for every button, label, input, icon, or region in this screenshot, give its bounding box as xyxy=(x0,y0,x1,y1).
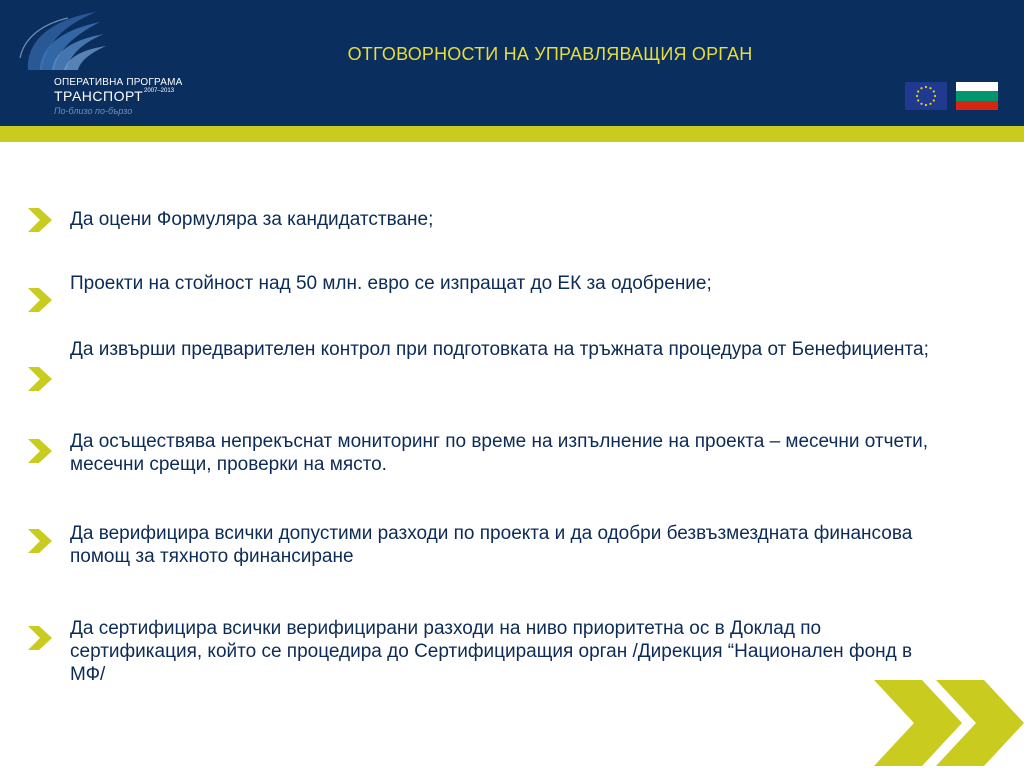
chevron-right-icon xyxy=(26,366,54,392)
bullet-text: Да осъществява непрекъснат мониторинг по време на изпълнение на проекта – месечни отчети, месечни срещи, проверки на място. xyxy=(70,431,929,475)
page-title: ОТГОВОРНОСТИ НА УПРАВЛЯВАЩИЯ ОРГАН xyxy=(347,44,753,64)
chevron-right-icon xyxy=(26,207,54,233)
bullet-text: Да оцени Формуляра за кандидатстване; xyxy=(70,209,434,230)
bullet-text: Да извърши предварителен контрол при подготовката на тръжната процедура от Бенефициента; xyxy=(70,339,929,360)
logo-transport-text: ТРАНСПОРТ xyxy=(54,88,144,104)
logo-slogan-text: По-близо по-бързо xyxy=(54,106,133,116)
chevron-right-icon xyxy=(26,528,54,554)
bullet-text: Да сертифицира всички верифицирани разходи на ниво приоритетна ос в Доклад по сертификация, който се процедира до Сертифициращия орган /Дирекция “Национален фонд в МФ/ xyxy=(70,618,913,685)
bullet-text: Проекти на стойност над 50 млн. евро се изпращат до ЕК за одобрение; xyxy=(70,273,712,294)
bullet-text: Да верифицира всички допустими разходи по проекта и да одобри безвъзмездната финансова помощ за тяхното финансиране xyxy=(70,523,913,567)
logo-program-text: ОПЕРАТИВНА ПРОГРАМА xyxy=(54,77,183,88)
chevron-right-icon xyxy=(26,438,54,464)
logo-years-text: 2007–2013 xyxy=(144,88,175,94)
double-chevron-decoration-icon xyxy=(870,678,1024,768)
chevron-right-icon xyxy=(26,287,54,313)
chevron-right-icon xyxy=(26,625,54,651)
